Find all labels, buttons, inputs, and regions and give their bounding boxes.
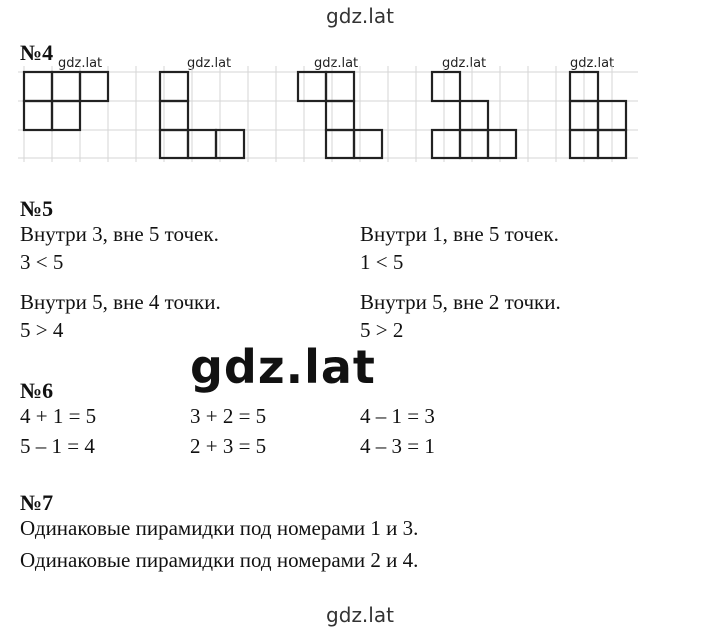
watermark-small-2: gdz.lat (187, 56, 232, 71)
watermark-center: gdz.lat (190, 340, 376, 394)
figure-1 (24, 72, 108, 130)
watermark-top: gdz.lat (326, 4, 394, 28)
task5-left-line-3: Внутри 5, вне 4 точки. (20, 290, 221, 314)
task7-heading: №7 (20, 490, 54, 515)
task5-left-line-2: 3 < 5 (20, 250, 64, 274)
task6-col2-line-2: 2 + 3 = 5 (190, 434, 267, 458)
watermark-bottom: gdz.lat (326, 603, 394, 627)
task5-left-line-1: Внутри 3, вне 5 точек. (20, 222, 219, 246)
figure-3 (298, 72, 382, 158)
task5-heading: №5 (20, 196, 54, 221)
figure-2 (160, 72, 244, 158)
watermark-small-3: gdz.lat (314, 56, 359, 71)
watermark-small-5: gdz.lat (570, 56, 615, 71)
task7-line-2: Одинаковые пирамидки под номерами 2 и 4. (20, 548, 419, 572)
task7-line-1: Одинаковые пирамидки под номерами 1 и 3. (20, 516, 419, 540)
task5-right-line-2: 1 < 5 (360, 250, 404, 274)
figure-5 (570, 72, 626, 158)
task5-right-line-3: Внутри 5, вне 2 точки. (360, 290, 561, 314)
watermark-small-1: gdz.lat (58, 56, 103, 71)
figure-4 (432, 72, 516, 158)
grid-lines (18, 66, 638, 162)
watermark-small-4: gdz.lat (442, 56, 487, 71)
task6-col2-line-1: 3 + 2 = 5 (190, 404, 267, 428)
task6-col3-line-1: 4 – 1 = 3 (360, 404, 435, 428)
task6-col1-line-1: 4 + 1 = 5 (20, 404, 97, 428)
task5-right-line-1: Внутри 1, вне 5 точек. (360, 222, 559, 246)
task6-heading: №6 (20, 378, 54, 403)
task6-col1-line-2: 5 – 1 = 4 (20, 434, 95, 458)
task5-left-line-4: 5 > 4 (20, 318, 64, 342)
figures-grid (18, 66, 638, 162)
task6-col3-line-2: 4 – 3 = 1 (360, 434, 435, 458)
task4-heading: №4 (20, 40, 54, 65)
task5-right-line-4: 5 > 2 (360, 318, 404, 342)
